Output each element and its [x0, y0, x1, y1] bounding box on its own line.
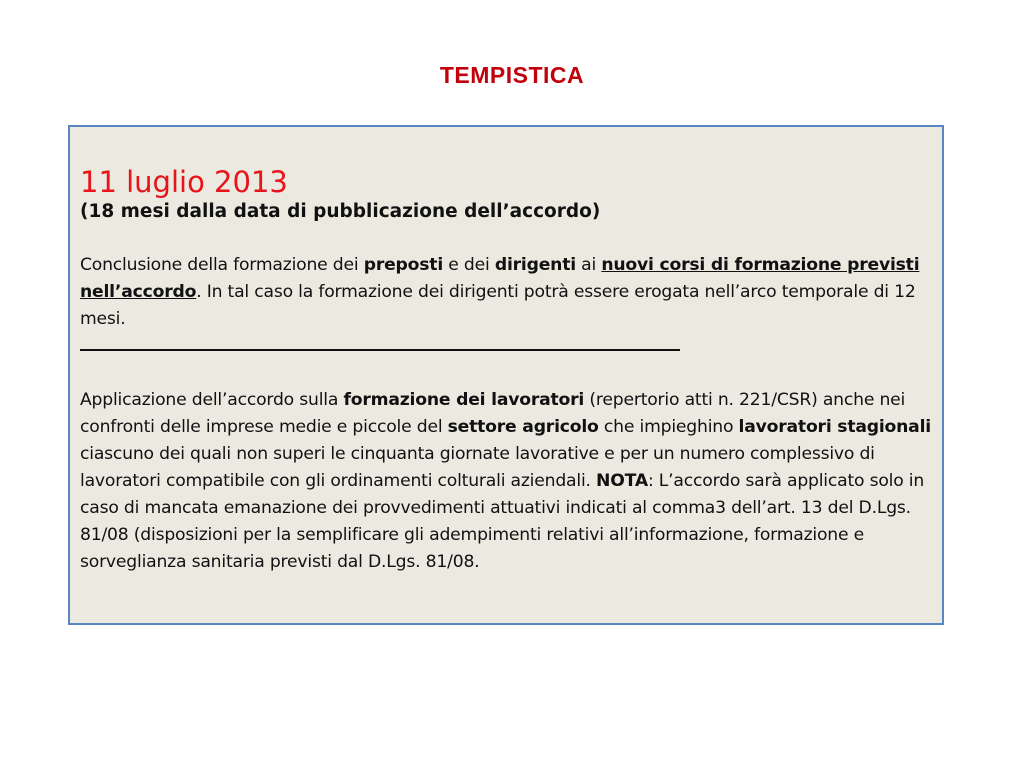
para2-text-3: che impieghino — [598, 417, 739, 437]
subtitle: (18 mesi dalla data di pubblicazione dell’accordo) — [80, 201, 601, 222]
para2-text-2: (repertorio atti n. 221/CSR) anche nei confronti delle imprese medie e piccole del — [80, 390, 906, 437]
slide-title: TEMPISTICA — [439, 62, 585, 88]
date-heading: 11 luglio 2013 — [80, 165, 288, 199]
para2-bold-settore: settore agricolo — [447, 417, 599, 437]
paragraph-applicazione — [80, 387, 932, 576]
para1-text-3: ai — [575, 255, 602, 275]
para1-bold-preposti: preposti — [363, 255, 444, 275]
paragraph-conclusion — [80, 252, 932, 333]
para2-nota: NOTA — [596, 471, 648, 491]
para2-text-4: ciascuno dei quali non superi le cinquanta giornate lavorative e per un numero complessivo di lavoratori compatibile con gli ordinamenti colturali aziendali. — [80, 444, 875, 491]
para1-text-2: e dei — [443, 255, 495, 275]
content-box — [68, 125, 944, 625]
para1-text-4: . In tal caso la formazione dei dirigenti potrà essere erogata nell’arco temporale di 12 mesi. — [80, 282, 916, 329]
para2-text-1: Applicazione dell’accordo sulla — [80, 390, 344, 410]
para2-bold-lavoratori: lavoratori stagionali — [738, 417, 931, 437]
para1-underlined-corsi: nuovi corsi di formazione previsti nell’accordo — [80, 255, 920, 302]
para1-bold-dirigenti: dirigenti — [494, 255, 576, 275]
para1-text-1: Conclusione della formazione dei — [80, 255, 364, 275]
spacer — [80, 225, 932, 252]
para2-bold-formazione: formazione dei lavoratori — [343, 390, 585, 410]
separator-line — [80, 349, 680, 351]
para2-text-5: : L’accordo sarà applicato solo in caso di mancata emanazione dei provvedimenti attuativi indicati al comma3 dell’art. 13 del D.Lgs. 81/08 (disposizioni per la semplificare gli adempimenti relativi all’informazione, formazione e sorveglianza sanitaria previsti dal D.Lgs. 81/08. — [80, 471, 925, 572]
